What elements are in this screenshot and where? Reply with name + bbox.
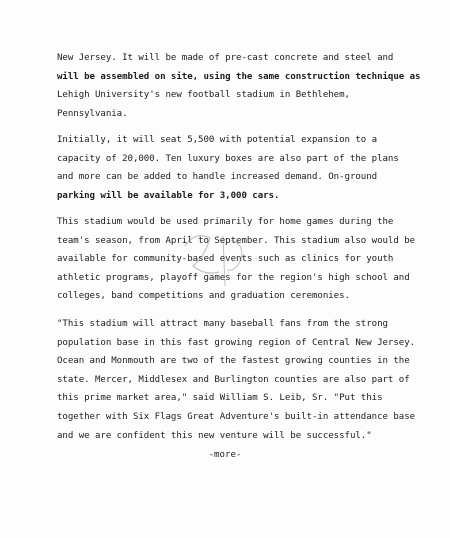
text-line: Ocean and Monmouth are two of the fastest growing counties in the [57,356,410,367]
text-line: and more can be added to handle increased demand. On-ground [57,172,378,183]
more-footer: -more- [208,450,242,460]
text-line: and we are confident this new venture will be successful." [57,430,372,441]
paragraph-quote [57,315,432,445]
text-line: together with Six Flags Great Adventure's built-in attendance base [57,411,416,422]
text-line: Pennsylvania. [57,108,128,119]
text-line: parking will be available for 3,000 cars. [57,190,280,201]
text-line: this prime market area," said William S. Leib, Sr. "Put this [57,393,383,404]
paragraph-construction [57,49,432,123]
text-line: Lehigh University's new football stadium in Bethlehem, [57,90,350,101]
text-line: population base in this fast growing region of Central New Jersey. [57,337,416,348]
paragraph-capacity [57,131,432,205]
text-line: This stadium would be used primarily for home games during the [57,217,394,227]
text-line: Initially, it will seat 5,500 with potential expansion to a [57,135,378,145]
text-line: "This stadium will attract many baseball fans from the strong [57,319,388,329]
text-line: will be assembled on site, using the same construction technique as [57,71,421,82]
text-line: colleges, band competitions and graduation ceremonies. [57,291,350,302]
text-line: New Jersey. It will be made of pre-cast concrete and steel and [57,53,394,63]
faint-stamp-mark [175,226,255,296]
text-line: athletic programs, playoff games for the region's high school and [57,272,410,283]
text-line: available for community-based events such as clinics for youth [57,254,394,265]
text-line: capacity of 20,000. Ten luxury boxes are also part of the plans [57,153,399,164]
text-line: team's season, from April to September. This stadium also would be [57,235,416,246]
text-line: state. Mercer, Middlesex and Burlington counties are also part of [57,374,410,385]
